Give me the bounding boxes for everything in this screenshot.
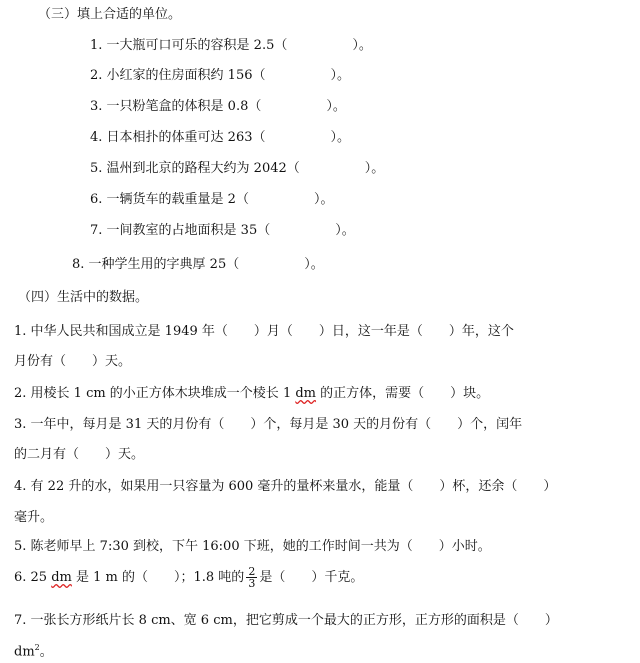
q6-fraction [246,566,257,589]
q4-line1: 4. 有 22 升的水，如果用一只容量为 600 毫升的量杯来量水，能量（ ）杯，还余（ ） [14,479,557,494]
q2-unit: dm [295,386,317,401]
section3-item-7: 7. 一间教室的占地面积是 35（ ）。 [90,223,355,238]
q2-text-a: 2. 用棱长 1 cm 的小正方体木块堆成一个棱长 1 [14,386,296,401]
q6-fraction-numerator: 2 [248,565,256,578]
section3-item-8: 8. 一种学生用的字典厚 25（ ）。 [72,257,324,272]
q4-line2: 毫升。 [14,510,54,525]
section4-title: （四）生活中的数据。 [18,290,149,305]
q6-text-a: 6. 25 [14,570,52,585]
q2-text-b: 的正方体，需要（ ）块。 [316,386,490,401]
q6-line [14,566,363,589]
q6-unit: dm [51,570,72,585]
q7-line2 [14,638,53,662]
section3-item-5: 5. 温州到北京的路程大约为 2042（ ）。 [90,161,385,176]
q1-line1: 1. 中华人民共和国成立是 1949 年（ ）月（ ）日，这一年是（ ）年，这个 [14,324,514,339]
q7-unit: dm [14,644,35,660]
q7-line1: 7. 一张长方形纸片长 8 cm、宽 6 cm，把它剪成一个最大的正方形，正方形的面积是（ ） [14,613,558,628]
section3-item-3: 3. 一只粉笔盒的体积是 0.8（ ）。 [90,99,346,114]
q6-text-c: 是（ ）千克。 [259,570,364,585]
section3-item-6: 6. 一辆货车的载重量是 2（ ）。 [90,192,334,207]
q7-unit-exponent: 2 [34,643,40,652]
q3-line2: 的二月有（ ）天。 [14,447,145,462]
section3-item-1: 1. 一大瓶可口可乐的容积是 2.5（ ）。 [90,38,372,53]
section3-item-2: 2. 小红家的住房面积约 156（ ）。 [90,68,350,83]
q5-line: 5. 陈老师早上 7:30 到校，下午 16:00 下班，她的工作时间一共为（ ）小时。 [14,539,491,554]
section3-title: （三）填上合适的单位。 [38,7,182,22]
q6-fraction-denominator: 3 [248,577,256,590]
q6-text-b: 是 1 m 的（ ）；1.8 吨的 [71,570,245,585]
q2-line [14,384,489,404]
q3-line1: 3. 一年中，每月是 31 天的月份有（ ）个，每月是 30 天的月份有（ ）个，闰年 [14,417,523,432]
q7-end: 。 [39,644,53,660]
section3-item-4: 4. 日本相扑的体重可达 263（ ）。 [90,130,350,145]
q1-line2: 月份有（ ）天。 [14,354,132,369]
